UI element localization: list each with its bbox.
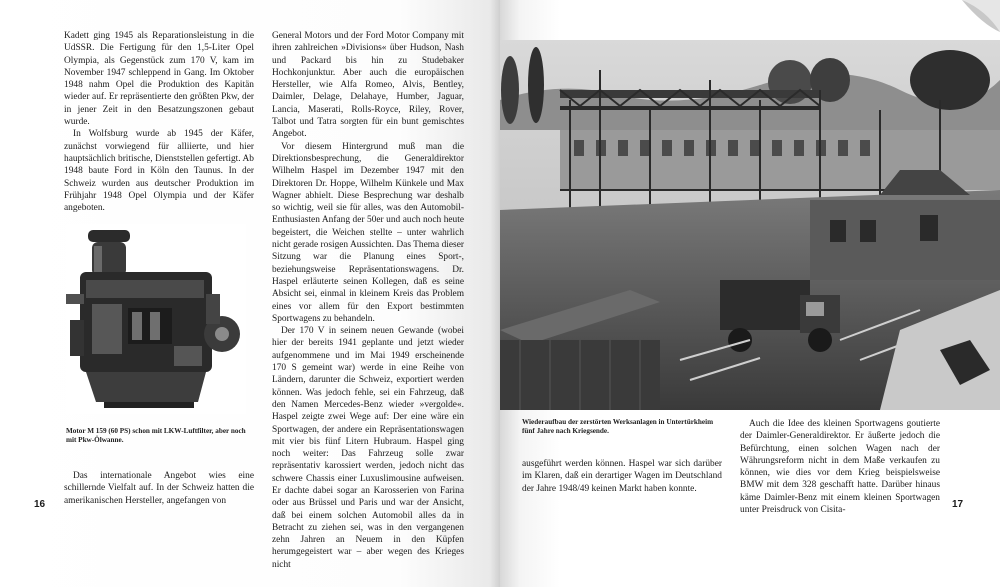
paragraph: ausgeführt werden können. Haspel war sich darüber im Klaren, daß ein derartiger Wagen im Deutschland der Jahre 1948/49 keinen Markt haben konnte. [522, 459, 722, 494]
engine-photo [66, 224, 246, 414]
paragraph: Vor diesem Hintergrund muß man die Direktionsbesprechung, die Generaldirektor Wilhelm Haspel im Dezember 1947 mit den Direktoren Dr. Hoppe, Wilhelm Künkele und Max Wagner abhielt. Diese Besprechung war deshalb so wichtig, weil sie für alles, was den Automobil-Enthusiasten Anfang der 50er und auch noch heute begeistert, die Weichen stellte – unter wahrlich nicht gerade rosigen Aussichten. Das Thema dieser Sitzung war die Planung eines Sport-, beziehungsweise Repräsentationswagens. Dr. Haspel erläuterte seinen Kollegen, daß es seine Absicht sei, einmal in kleinem Kreis das Problem eines vor allem für den Export bestimmten Sportwagens zu behandeln. [272, 141, 464, 324]
paragraph: Auch die Idee des kleinen Sportwagens goutierte der Daimler-Generaldirektor. Er äußerte jedoch die Befürchtung, einen solchen Wagen nach der Währungsreform nicht in dem Maße verkaufen zu können, wie dies vor dem Krieg beispielsweise BMW mit dem 328 geschafft hatte. Darüber hinaus käme Daimler-Benz mit einem kleinen Sportwagen unter Preisdruck von Cisita- [740, 419, 940, 516]
paragraph: Der 170 V in seinem neuen Gewande (wobei hier der bereits 1941 geplante und jetzt wieder aufgenommene und im Mai 1949 erscheinende 170 S gemeint war) werde in eine Reihe von Ländern, darunter die Schweiz, exportiert werden können. Was jedoch fehle, sei ein Fahrzeug, daß den Namen Mercedes-Benz wieder »vergolde«. Haspel zeigte zwei Wege auf: Der eine wäre ein Sportwagen, der andere ein Repräsentationswagen mit vier bis fünf Litern Hubraum. Haspel ging noch weiter: Das Fahrzeug solle zwar repräsentativ karossiert werden, jedoch nicht das schwere Chassis einer Luxuslimousine aufweisen. Er dachte dabei sogar an Karosserien von Farina oder aus Brüssel und Paris und war der Ansicht, daß bei einem solchen Automobil alles da in Betracht zu ziehen sei, was in den vergangenen zehn Jahren an Neuem in den Küpfen herumgegeistert war – aber wegen des Krieges nicht [272, 326, 464, 570]
left-column-1-top [64, 30, 254, 214]
left-column-2 [272, 30, 464, 570]
engine-photo-caption: Motor M 159 (60 PS) schon mit LKW-Luftfilter, aber noch mit Pkw-Ölwanne. [66, 427, 246, 445]
paragraph: In Wolfsburg wurde ab 1945 der Käfer, zunächst vorwiegend für alliierte, und hier hauptsächlich britische, Dienststellen gefertigt. Ab 1948 baute Ford in Köln den Taunus. In der Schweiz wurden aus deutscher Produktion im Frühjahr 1948 Opel Olympia und der Käfer angeboten. [64, 129, 254, 214]
paragraph: Das internationale Angebot wies eine schillernde Vielfalt auf. In der Schweiz hatten die amerikanischen Hersteller, angefangen von [64, 471, 254, 506]
page-number-left: 16 [34, 499, 46, 510]
page-number-right: 17 [952, 499, 964, 510]
right-column-2 [740, 418, 940, 516]
factory-reconstruction-photo [500, 40, 1000, 410]
right-column-1 [522, 458, 722, 495]
page-curl-icon [962, 0, 1000, 32]
left-column-1-bottom [64, 470, 254, 507]
right-page [500, 0, 1000, 587]
paragraph: Kadett ging 1945 als Reparationsleistung in die UdSSR. Die Fertigung für den 1,5-Liter Opel Olympia, als Gegenstück zum 170 V, kam im November 1947 schleppend in Gang. Im Oktober 1948 nahm Opel die Produktion des Kapitän wieder auf. Er repräsentierte den größten Pkw, der in jener Zeit in den Besatzungszonen gebaut wurde. [64, 31, 254, 128]
factory-photo-caption: Wiederaufbau der zerstörten Werksanlagen in Untertürkheim fünf Jahre nach Kriegsende. [522, 418, 714, 436]
paragraph: General Motors und der Ford Motor Company mit ihren zahlreichen »Divisions« über Hudson, Nash und Packard bis hin zu Studebaker Hochkonjunktur. Aber auch die europäischen Hersteller, wie Alfa Romeo, Alvis, Bentley, Daimler, Delage, Delahaye, Humber, Jaguar, Lancia, Maserati, Rolls-Royce, Riley, Rover, Talbot und Tatra sorgten für ein bunt gemischtes Angebot. [272, 31, 464, 140]
